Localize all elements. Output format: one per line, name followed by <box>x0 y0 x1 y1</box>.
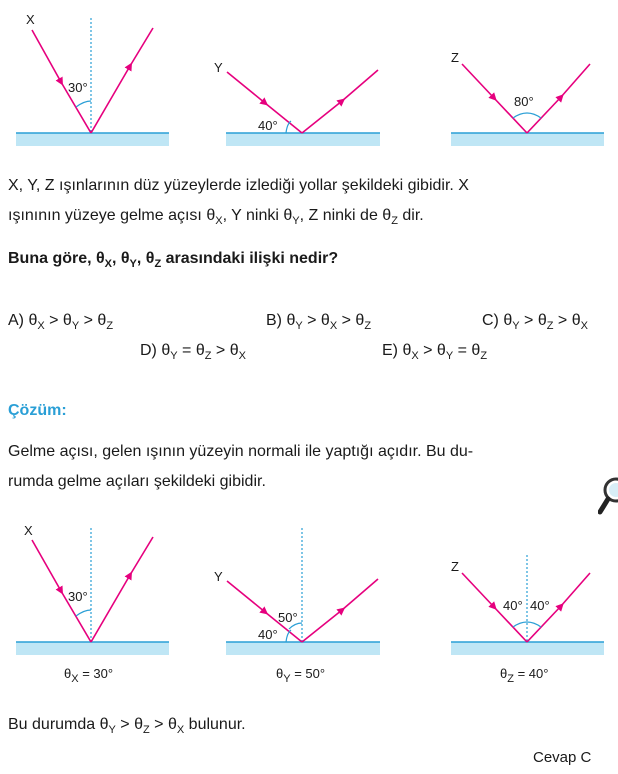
surface <box>16 133 169 146</box>
option-e[interactable]: E) $\theta_X > \theta_Y = \theta_Z$ <box>382 342 488 362</box>
bottom-figure-z <box>451 555 604 655</box>
ray-label: Y <box>214 569 223 584</box>
option-b[interactable]: B) $\theta_Y > \theta_X > \theta_Z$ <box>266 312 372 332</box>
surface <box>16 642 169 655</box>
answer-label: Cevap C <box>533 749 592 766</box>
option-c[interactable]: C) $\theta_Y > \theta_Z > \theta_X$ <box>482 312 588 332</box>
question-line-2: ışınının yüzeye gelme açısı $\theta_X$, Y ninki $\theta_Y$, Z ninki de $\theta_Z$ dir. <box>8 207 424 227</box>
caption-theta-y: $\theta_Y = 50^\circ$ <box>276 666 326 685</box>
surface <box>226 133 380 146</box>
ray-label: Y <box>214 60 223 75</box>
caption-theta-x: $\theta_X = 30^\circ$ <box>64 666 114 685</box>
solution-line-1: Gelme açısı, gelen ışının yüzeyin normali ile yaptığı açıdır. Bu du- <box>8 443 474 460</box>
option-d[interactable]: D) $\theta_Y = \theta_Z > \theta_X$ <box>140 342 246 362</box>
solution-heading: Çözüm: <box>8 402 67 419</box>
ray-label: Z <box>451 559 459 574</box>
top-figure-y <box>214 60 380 146</box>
solution-paragraph <box>8 437 608 497</box>
solution-line-2: rumda gelme açıları şekildeki gibidir. <box>8 473 266 490</box>
angle-label-normal: 50° <box>278 610 298 625</box>
top-figure-x <box>16 12 169 146</box>
angle-label: 80° <box>514 94 534 109</box>
top-figure-z <box>451 50 604 146</box>
angle-label: 30° <box>68 80 88 95</box>
caption-theta-z: $\theta_Z = 40^\circ$ <box>500 666 549 685</box>
question-line-1: X, Y, Z ışınlarının düz yüzeylerde izlediği yollar şekildeki gibidir. X <box>8 177 469 194</box>
ray-label: X <box>26 12 35 27</box>
surface <box>451 133 604 146</box>
angle-label-surface: 40° <box>258 627 278 642</box>
surface <box>226 642 380 655</box>
angle-label-right: 40° <box>530 598 550 613</box>
question-ask: Buna göre, $\theta_X$, $\theta_Y$, $\theta_Z$ arasındaki ilişki nedir? <box>8 250 339 270</box>
bottom-figure-x <box>16 523 169 655</box>
ray-label: Z <box>451 50 459 65</box>
bottom-figure-y <box>214 528 380 655</box>
result-line: Bu durumda $\theta_Y > \theta_Z > \theta_X$ bulunur. <box>8 716 246 736</box>
question-paragraph <box>8 171 608 231</box>
ray-label: X <box>24 523 33 538</box>
angle-label-left: 40° <box>503 598 523 613</box>
option-a[interactable]: A) $\theta_X > \theta_Y > \theta_Z$ <box>8 312 114 332</box>
magnifier-icon <box>598 476 618 527</box>
surface <box>451 642 604 655</box>
angle-label: 30° <box>68 589 88 604</box>
angle-label: 40° <box>258 118 278 133</box>
